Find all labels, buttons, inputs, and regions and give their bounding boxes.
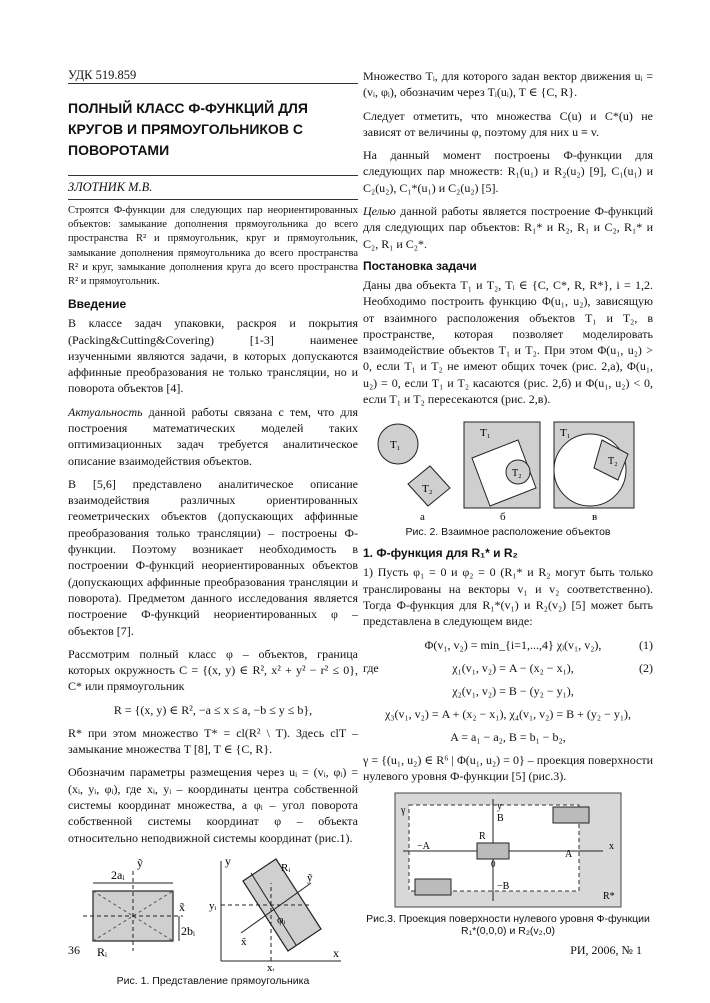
page-number: 36 xyxy=(68,943,80,957)
svg-text:Rᵢ: Rᵢ xyxy=(96,944,107,959)
figure-3-caption: Рис.3. Проекция поверхности нулевого уровня Ф-функции R₁*(0,0,0) и R₂(v₂,0) xyxy=(366,913,650,938)
rotated-rect xyxy=(209,854,341,971)
figure-1 xyxy=(71,853,356,971)
formula-1: Φ(v₁, v₂) = min_{i=1,...,4} χᵢ(v₁, v₂), (1) xyxy=(424,637,653,652)
prior-work-paragraph: В [5,6] представлено аналитическое описание взаимодействия различных ориентированных геометрических объектов (допускающих аффинные преобразования только трансляции) – построены Ф-функции. Поэтому возникает необходимость в построении Ф-функций неориентированных объектов (допускающих аффинные преобразования трансляции и поворота). Предметом данного исследования является построение Ф-функций неориентированных φ – объектов [7]. xyxy=(68,476,358,638)
complement-paragraph: R* при этом множество T* = cl(R² \ T). Здесь clT – замыкание множества T [8], T ∈ {C, R}. xyxy=(68,725,358,757)
svg-text:x: x xyxy=(332,945,339,960)
figure-3 xyxy=(393,791,623,909)
svg-text:y: y xyxy=(497,801,502,813)
svg-text:−A: −A xyxy=(417,841,430,853)
svg-text:x̃: x̃ xyxy=(178,899,185,914)
svg-text:x: x xyxy=(609,841,614,853)
svg-text:xᵢ: xᵢ xyxy=(266,961,274,971)
svg-text:A: A xyxy=(565,849,573,861)
journal-reference: РИ, 2006, № 1 xyxy=(570,943,642,957)
svg-text:x̃: x̃ xyxy=(240,935,246,948)
intro-heading: Введение xyxy=(68,297,127,312)
paper-title: ПОЛНЫЙ КЛАСС Ф-ФУНКЦИЙ ДЛЯ КРУГОВ И ПРЯМОУГОЛЬНИКОВ С ПОВОРОТАМИ xyxy=(68,100,308,158)
formula-5: A = a₁ − a₂, B = b₁ − b₂, xyxy=(450,729,566,744)
note-paragraph: Следует отметить, что множества C(u) и C*(u) не зависят от величины φ, поэтому для них u ≡ v. xyxy=(363,108,653,139)
class-paragraph: Рассмотрим полный класс φ – объектов, граница которых окружность C = {(x, y) ∈ R², x² + y² − r² ≤ 0}, C* или прямоугольник xyxy=(68,646,358,694)
svg-text:T₂: T₂ xyxy=(422,483,433,496)
svg-text:−B: −B xyxy=(497,881,510,893)
section-1-heading: 1. Ф-функция для R₁* и R₂ xyxy=(363,546,518,561)
case-1-paragraph: 1) Пусть φ₁ = 0 и φ₂ = 0 (R₁* и R₂ могут быть только транслированы на векторы v₁ и v₂ соответственно). Тогда Ф-функция для R₁*(v₁) и R₂(v₂) [5] может быть представлена в следующем виде: xyxy=(363,565,653,629)
motion-paragraph: Множество Tᵢ, для которого задан вектор движения uᵢ = (vᵢ, φᵢ), обозначим через Tᵢ(uᵢ), T ∈ {C, R}. xyxy=(363,69,653,100)
svg-text:0: 0 xyxy=(491,859,496,870)
svg-text:2aᵢ: 2aᵢ xyxy=(110,867,124,882)
svg-text:yᵢ: yᵢ xyxy=(208,899,216,912)
svg-text:T₁: T₁ xyxy=(390,439,401,452)
svg-text:T₂: T₂ xyxy=(512,468,522,480)
svg-text:γ: γ xyxy=(401,805,406,817)
formula-3: χ₂(v₁, v₂) = B − (y₂ − y₁), xyxy=(452,683,574,698)
relevance-paragraph xyxy=(68,404,358,469)
goal-text: данной работы является построение Ф-функций для следующих пар объектов: R₁* и R₂, R₁ и C₂, R₁* и C₂, R₁ и C₂*. xyxy=(363,204,653,251)
abstract: Строятся Ф-функции для следующих пар неориентированных объектов: замыкание дополнения прямоугольника до всего пространства R² и прямоугольник, круг и прямоугольник, замыкание дополнения прямоугольника до всего пространства R² и круг, замыкание дополнения круга до всего пространства R² и прямоугольник. xyxy=(68,205,358,288)
problem-paragraph: Даны два объекта T₁ и T₂, Tᵢ ∈ {C, C*, R, R*}, i = 1,2. Необходимо построить функцию Φ(u₁, u₂), зависящую от взаимного расположения объектов T₁ и T₂, в пространстве, которая позволяет моделировать взаимодействие объектов T₁ и T₂. При этом Φ(u₁, u₂) > 0, если T₁ и T₂ не имеют общих точек (рис. 2,а), Φ(u₁, u₂) = 0, если T₁ и T₂ касаются (рис. 2,б) и Φ(u₁, u₂) < 0, если T₁ и T₂ пересекаются (рис. 2,в). xyxy=(363,277,653,407)
authors: ЗЛОТНИК М.В. xyxy=(68,175,358,200)
problem-heading: Постановка задачи xyxy=(363,258,477,273)
svg-text:ỹ: ỹ xyxy=(306,871,312,884)
figure-2-caption: Рис. 2. Взаимное расположение объектов xyxy=(405,526,611,539)
svg-text:φᵢ: φᵢ xyxy=(276,913,285,926)
left-column xyxy=(68,68,358,995)
goal-paragraph xyxy=(363,203,653,252)
figure-1-caption: Рис. 1. Представление прямоугольника xyxy=(116,974,310,987)
relevance-italic: Актуальность xyxy=(68,404,143,419)
fig2-label-c: в xyxy=(592,511,598,523)
svg-text:ỹ: ỹ xyxy=(136,855,143,870)
svg-text:y: y xyxy=(224,853,231,868)
svg-text:R: R xyxy=(479,831,486,843)
goal-italic: Целью xyxy=(363,204,396,219)
divider xyxy=(68,83,358,84)
svg-text:Rᵢ: Rᵢ xyxy=(280,861,290,874)
rect-formula: R = {(x, y) ∈ R², −a ≤ x ≤ a, −b ≤ y ≤ b}, xyxy=(113,702,313,717)
udk-code: УДК 519.859 xyxy=(68,68,137,82)
svg-text:2bᵢ: 2bᵢ xyxy=(180,923,195,938)
svg-text:T₂: T₂ xyxy=(608,456,618,468)
rect-representation xyxy=(83,856,195,959)
svg-text:T₁: T₁ xyxy=(560,427,571,440)
right-column xyxy=(363,68,653,945)
svg-text:R*: R* xyxy=(603,891,615,903)
known-pairs-paragraph: На данный момент построены Ф-функции для следующих пар множеств: R₁(u₁) и R₂(u₂) [9], C₁(u₁) и C₂(u₂), C₁*(u₁) и C₂(u₂) [5]. xyxy=(363,148,653,195)
gamma-paragraph: γ = {(u₁, u₂) ∈ R⁶ | Φ(u₁, u₂) = 0} – проекция поверхности нулевого уровня Ф-функции [5] (рис.3). xyxy=(363,752,653,783)
formula-2: где χ₁(v₁, v₂) = A − (x₂ − x₁), (2) xyxy=(363,660,653,675)
fig2-panel-c xyxy=(554,422,634,508)
fig2-panel-b xyxy=(464,422,540,508)
fig2-panel-a xyxy=(378,424,450,506)
params-paragraph: Обозначим параметры размещения через uᵢ = (vᵢ, φᵢ) = (xᵢ, yᵢ, φᵢ), где xᵢ, yᵢ – координаты центра собственной системы координат множества, а φᵢ – угол поворота собственной системы координат φ – объекта относительно неподвижной системы координат (рис.1). xyxy=(68,765,358,845)
formula-4: χ₃(v₁, v₂) = A + (x₂ − x₁), χ₄(v₁, v₂) = B + (y₂ − y₁), xyxy=(384,706,632,721)
relevance-text: данной работы связана с тем, что для построения математических моделей таких оптимизационных задач требуется аналитическое описание взаимодействия объектов. xyxy=(68,404,358,468)
intro-paragraph: В классе задач упаковки, раскроя и покрытия (Packing&Cutting&Covering) [1-3] наименее изученными являются задачи, в которых допускаются аффинные преобразования не только трансляции, но и поворота объектов [4]. xyxy=(68,316,358,396)
figure-2 xyxy=(368,414,648,522)
fig2-label-a: а xyxy=(420,511,425,523)
svg-text:B: B xyxy=(497,813,504,825)
fig2-label-b: б xyxy=(500,511,506,523)
svg-text:T₁: T₁ xyxy=(480,427,491,440)
